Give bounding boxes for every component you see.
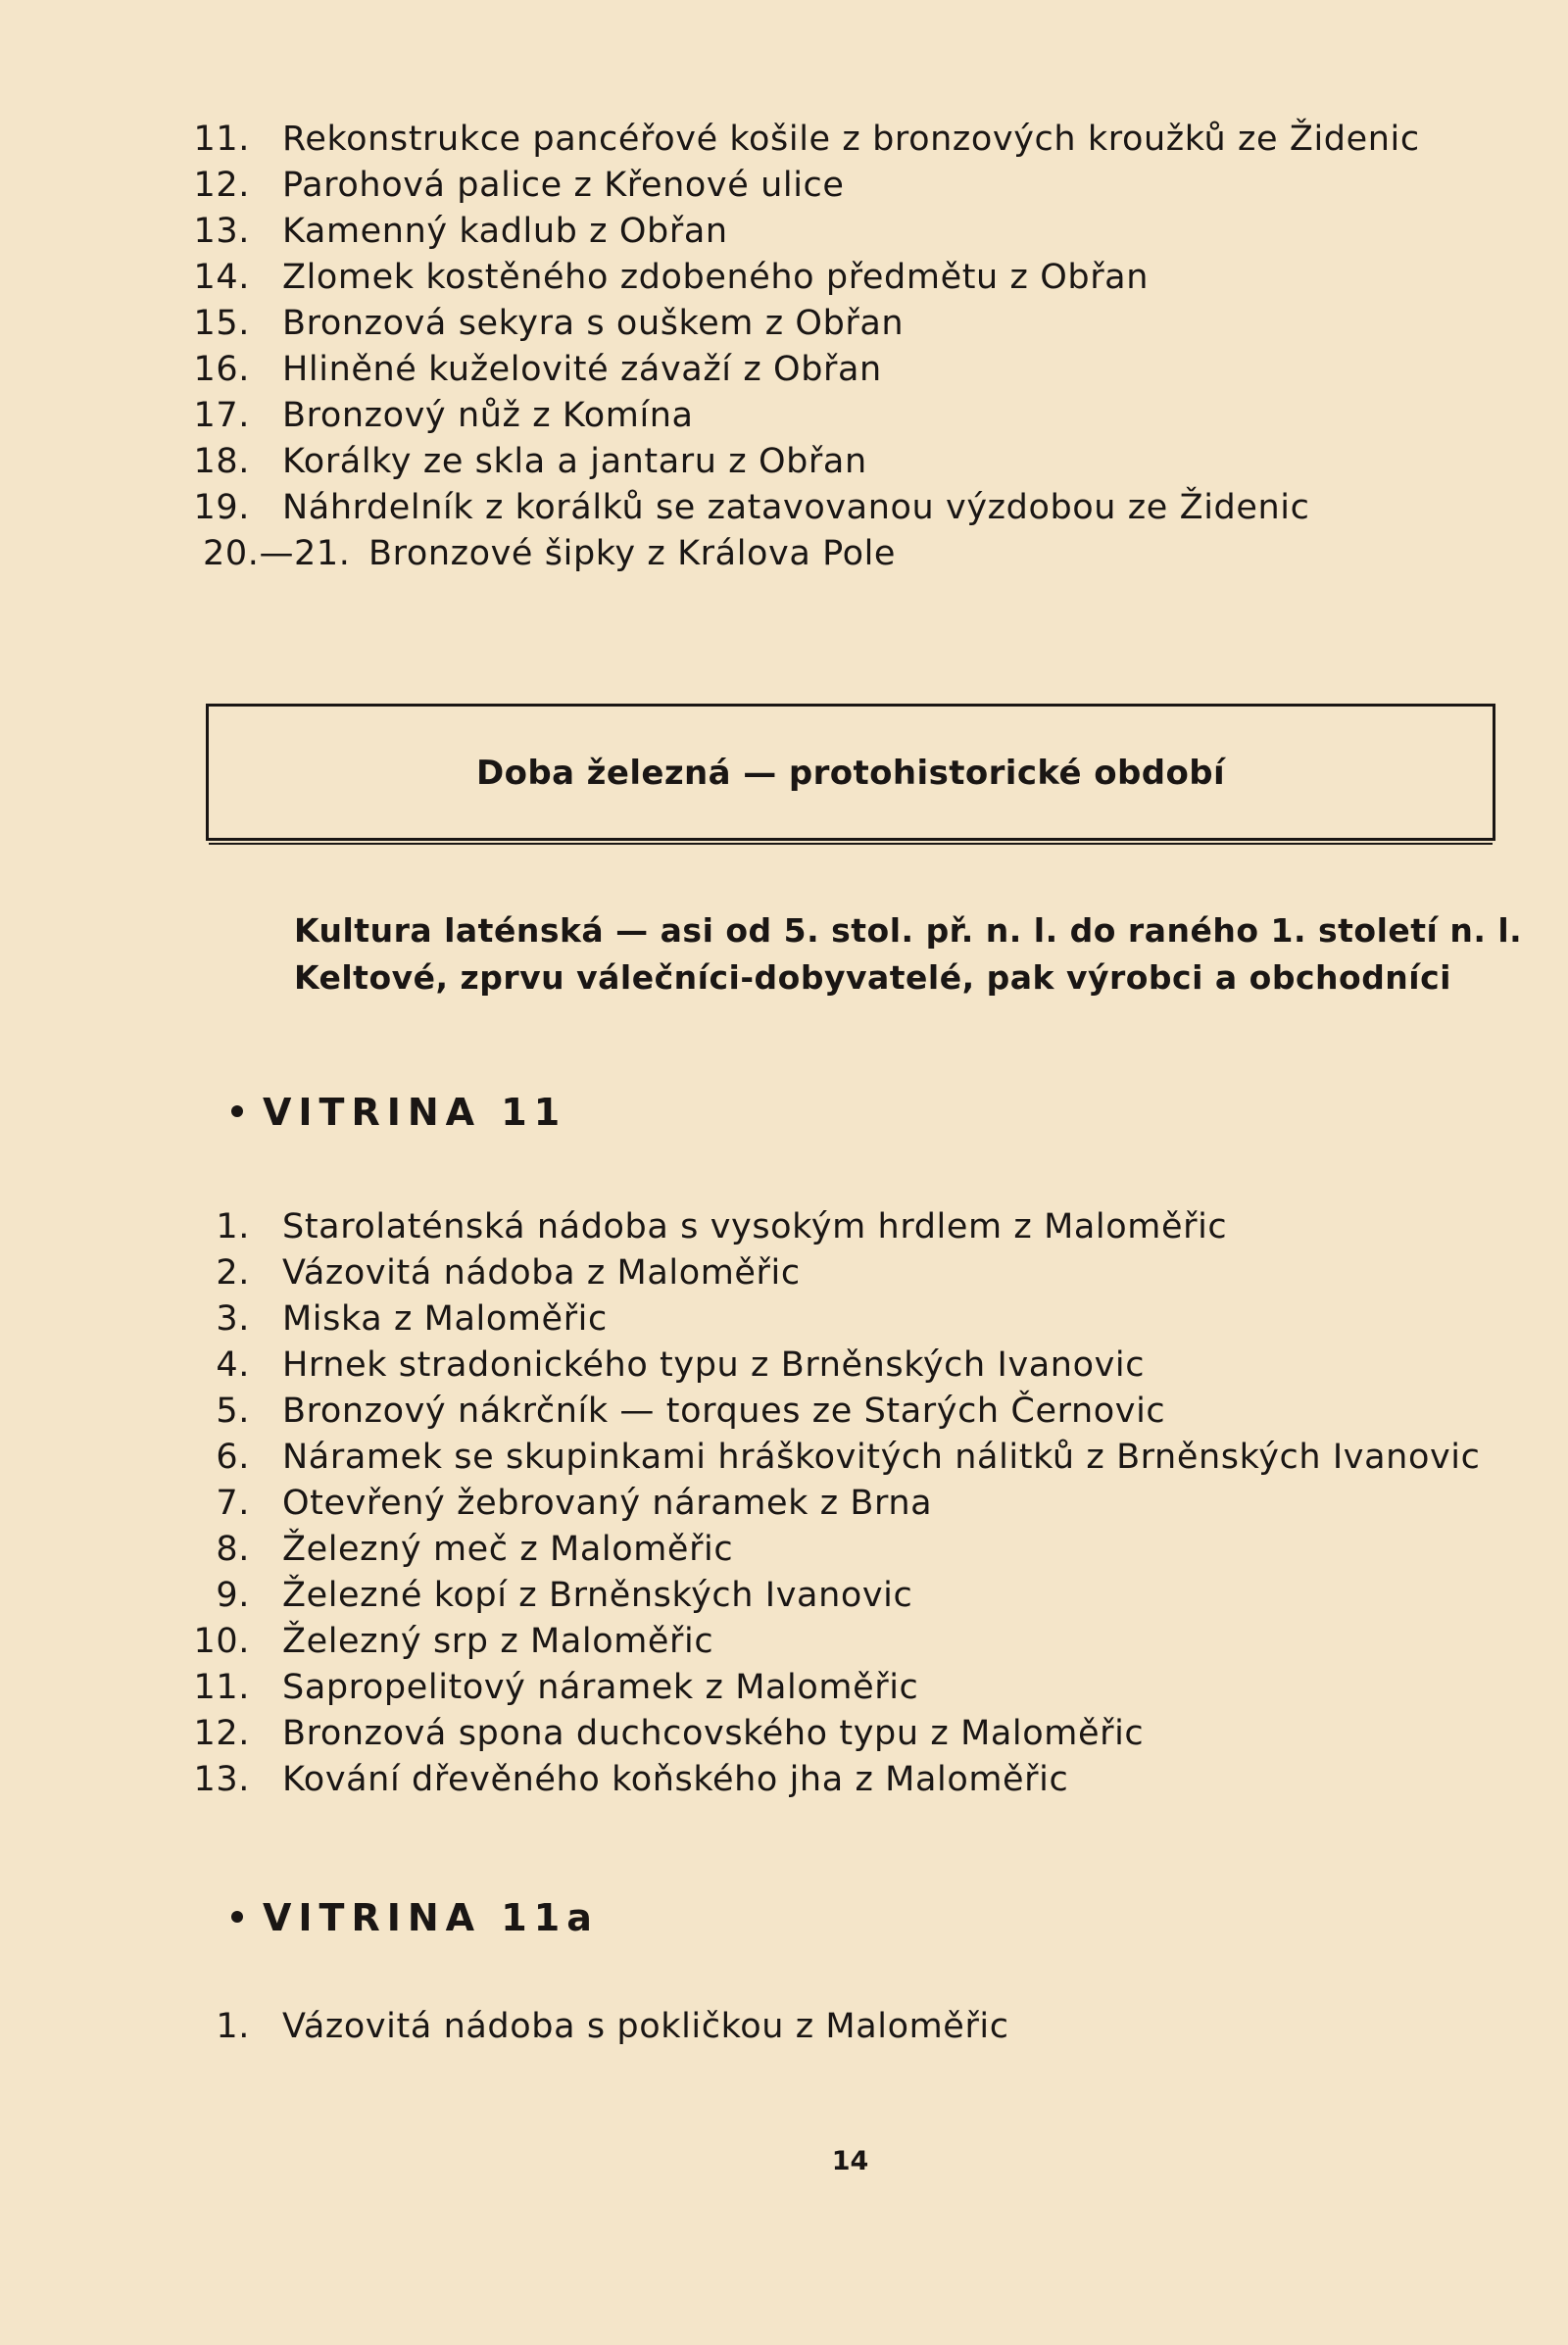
list-item (0, 485, 1568, 531)
item-number: 17. (193, 396, 250, 435)
item-text: Miska z Maloměřic (282, 1299, 608, 1339)
list-item (0, 347, 1568, 393)
list-item (0, 1343, 1568, 1389)
item-text: Parohová palice z Křenové ulice (282, 166, 845, 205)
item-text: Železný meč z Maloměřic (282, 1530, 734, 1569)
vitrina-11-heading (231, 1091, 566, 1134)
list-item (0, 163, 1568, 209)
item-text: Bronzová sekyra s ouškem z Obřan (282, 304, 905, 343)
item-number: 16. (193, 350, 250, 389)
item-text: Bronzové šipky z Králova Pole (368, 534, 897, 573)
item-number: 13. (193, 1760, 250, 1799)
item-number: 6. (216, 1438, 250, 1477)
item-number: 18. (193, 442, 250, 481)
list-item (0, 1250, 1568, 1296)
item-text: Rekonstrukce pancéřové košile z bronzových kroužků ze Židenic (282, 120, 1420, 159)
list-item (0, 1665, 1568, 1711)
item-text: Náramek se skupinkami hráškovitých nálitků z Brněnských Ivanovic (282, 1438, 1481, 1477)
item-text: Vázovitá nádoba z Maloměřic (282, 1253, 801, 1293)
item-number: 2. (216, 1253, 250, 1293)
list-item (0, 1527, 1568, 1573)
list-item (0, 255, 1568, 301)
item-text: Bronzový nákrčník — torques ze Starých Černovic (282, 1392, 1166, 1431)
item-number: 15. (193, 304, 250, 343)
vitrina-11a-label: VITRINA 11a (263, 1896, 599, 1939)
item-number: 1. (216, 1207, 250, 1246)
item-number: 19. (193, 488, 250, 527)
list-item (0, 1389, 1568, 1435)
item-number: 11. (193, 120, 250, 159)
item-text: Železný srp z Maloměřic (282, 1622, 714, 1661)
culture-subheading: Keltové, zprvu válečníci-dobyvatelé, pak výrobci a obchodníci (294, 958, 1451, 997)
item-text: Bronzový nůž z Komína (282, 396, 694, 435)
list-item (0, 439, 1568, 485)
item-text: Korálky ze skla a jantaru z Obřan (282, 442, 867, 481)
list-item (0, 1296, 1568, 1343)
list-item (0, 209, 1568, 255)
item-text: Bronzová spona duchcovského typu z Maloměřic (282, 1714, 1145, 1753)
list-item (0, 1757, 1568, 1803)
vitrina-11-item-list (0, 1204, 1568, 1803)
culture-heading: Kultura laténská — asi od 5. stol. př. n. l. do raného 1. století n. l. (294, 911, 1523, 950)
item-number: 4. (216, 1345, 250, 1385)
bronze-age-item-list (0, 117, 1568, 577)
list-item (0, 1711, 1568, 1757)
item-text: Vázovitá nádoba s pokličkou z Maloměřic (282, 2007, 1009, 2046)
item-number: 1. (216, 2007, 250, 2046)
vitrina-11a-item-list (0, 2004, 1568, 2050)
item-number: 14. (193, 258, 250, 297)
item-text: Železné kopí z Brněnských Ivanovic (282, 1576, 913, 1615)
item-number: 13. (193, 212, 250, 251)
vitrina-11-label: VITRINA 11 (263, 1091, 567, 1134)
period-heading-box (206, 704, 1495, 841)
item-number: 8. (216, 1530, 250, 1569)
item-number: 9. (216, 1576, 250, 1615)
list-item (0, 1619, 1568, 1665)
item-number: 7. (216, 1484, 250, 1523)
list-item (0, 117, 1568, 163)
item-number: 11. (193, 1668, 250, 1707)
period-title: Doba železná — protohistorické období (475, 754, 1225, 793)
list-item (0, 531, 1568, 577)
item-text: Hliněné kuželovité závaží z Obřan (282, 350, 882, 389)
list-item (0, 1435, 1568, 1481)
list-item (0, 301, 1568, 347)
item-text: Hrnek stradonického typu z Brněnských Ivanovic (282, 1345, 1146, 1385)
item-number: 3. (216, 1299, 250, 1339)
bullet-icon (231, 1105, 243, 1117)
item-number: 5. (216, 1392, 250, 1431)
list-item (0, 1573, 1568, 1619)
item-text: Zlomek kostěného zdobeného předmětu z Obřan (282, 258, 1150, 297)
bullet-icon (231, 1911, 243, 1923)
item-number: 20.—21. (203, 534, 351, 573)
item-number: 12. (193, 166, 250, 205)
item-text: Sapropelitový náramek z Maloměřic (282, 1668, 919, 1707)
vitrina-11a-heading (231, 1896, 599, 1939)
item-text: Náhrdelník z korálků se zatavovanou výzdobou ze Židenic (282, 488, 1310, 527)
list-item (0, 393, 1568, 439)
item-text: Starolaténská nádoba s vysokým hrdlem z Maloměřic (282, 1207, 1228, 1246)
page-number: 14 (831, 2146, 869, 2176)
item-number: 10. (193, 1622, 250, 1661)
item-number: 12. (193, 1714, 250, 1753)
list-item (0, 1204, 1568, 1250)
list-item (0, 2004, 1568, 2050)
list-item (0, 1481, 1568, 1527)
item-text: Kování dřevěného koňského jha z Maloměřic (282, 1760, 1069, 1799)
item-text: Kamenný kadlub z Obřan (282, 212, 728, 251)
item-text: Otevřený žebrovaný náramek z Brna (282, 1484, 933, 1523)
